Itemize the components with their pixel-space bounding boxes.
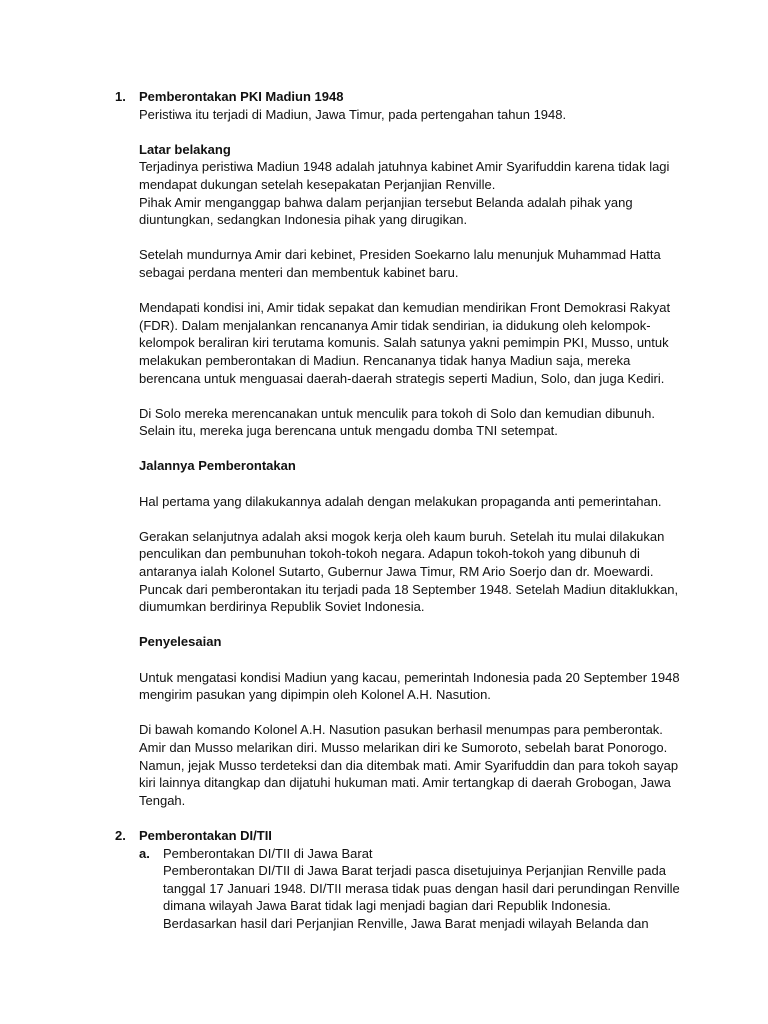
section-title: Pemberontakan PKI Madiun 1948 xyxy=(139,89,344,104)
paragraph-latar-2: Pihak Amir menganggap bahwa dalam perjanjian tersebut Belanda adalah pihak yang diuntungkan, sedangkan Indonesia pihak yang dirugikan. xyxy=(139,194,633,228)
sub-letter: a. xyxy=(139,845,150,861)
list-number: 2. xyxy=(115,828,126,843)
sub-item-text: Pemberontakan DI/TII di Jawa Barat terjadi pasca disetujuinya Perjanjian Renville pada tanggal 17 Januari 1948. DI/TII merasa tidak puas dengan hasil dari perundingan Renville dimana wilayah Jawa Barat tidak lagi menjadi bagian dari Republik Indonesia. Berdasarkan hasil dari Perjanjian Renville, Jawa Barat menjadi wilayah Belanda dan xyxy=(163,863,680,931)
sub-item-title: Pemberontakan DI/TII di Jawa Barat xyxy=(163,845,373,861)
list-item-content xyxy=(139,88,684,809)
list-number: 1. xyxy=(115,89,126,104)
paragraph-jalannya-1: Hal pertama yang dilakukannya adalah dengan melakukan propaganda anti pemerintahan. xyxy=(139,493,662,509)
paragraph-jalannya-2: Gerakan selanjutnya adalah aksi mogok kerja oleh kaum buruh. Setelah itu mulai dilakukan penculikan dan pembunuhan tokoh-tokoh negara. Adapun tokoh-tokoh yang dibunuh di antaranya ialah Kolonel Sutarto, Gubernur Jawa Timur, RM Ario Soerjo dan dr. Moewardi. Puncak dari pemberontakan itu terjadi pada 18 September 1948. Setelah Madiun ditaklukkan, diumumkan berdirinya Republik Soviet Indonesia. xyxy=(139,528,679,615)
paragraph-intro: Peristiwa itu terjadi di Madiun, Jawa Timur, pada pertengahan tahun 1948. xyxy=(139,106,567,122)
paragraph-latar-4: Mendapati kondisi ini, Amir tidak sepakat dan kemudian mendirikan Front Demokrasi Rakyat (FDR). Dalam menjalankan rencananya Amir tidak sendirian, ia didukung oleh kelompok-kelompok beraliran kiri terutama komunis. Salah satunya yakni pemimpin PKI, Musso, untuk melakukan pemberontakan di Madiun. Rencananya tidak hanya Madiun saja, mereka berencana untuk menguasai daerah-daerah strategis seperti Madiun, Solo, dan juga Kediri. xyxy=(139,300,671,386)
list-item-content xyxy=(139,827,684,933)
heading-penyelesaian: Penyelesaian xyxy=(139,634,222,650)
heading-jalannya: Jalannya Pemberontakan xyxy=(139,458,296,474)
section-title: Pemberontakan DI/TII xyxy=(139,828,272,843)
sub-item-a xyxy=(139,845,684,933)
paragraph-penyelesaian-1: Untuk mengatasi kondisi Madiun yang kacau, pemerintah Indonesia pada 20 September 1948 mengirim pasukan yang dipimpin oleh Kolonel A.H. Nasution. xyxy=(139,669,680,703)
sub-item-body xyxy=(163,845,684,933)
paragraph-latar-5: Di Solo mereka merencanakan untuk menculik para tokoh di Solo dan kemudian dibunuh. Selain itu, mereka juga berencana untuk mengadu domba TNI setempat. xyxy=(139,405,655,439)
paragraph-latar-3: Setelah mundurnya Amir dari kebinet, Presiden Soekarno lalu menunjuk Muhammad Hatta sebagai perdana menteri dan membentuk kabinet baru. xyxy=(139,247,661,280)
paragraph-penyelesaian-2: Di bawah komando Kolonel A.H. Nasution pasukan berhasil menumpas para pemberontak. Amir dan Musso melarikan diri. Musso melarikan diri ke Sumoroto, sebelah barat Ponorogo. Namun, jejak Musso terdeteksi dan dia ditembak mati. Amir Syarifuddin dan para tokoh sayap kiri lainnya ditangkap dan dijatuhi hukuman mati. Amir tertangkap di daerah Grobogan, Jawa Tengah. xyxy=(139,722,679,808)
paragraph-latar-1: Terjadinya peristiwa Madiun 1948 adalah jatuhnya kabinet Amir Syarifuddin karena tidak lagi mendapat dukungan setelah kesepakatan Perjanjian Renville. xyxy=(139,159,670,192)
heading-latar-belakang: Latar belakang xyxy=(139,141,231,157)
